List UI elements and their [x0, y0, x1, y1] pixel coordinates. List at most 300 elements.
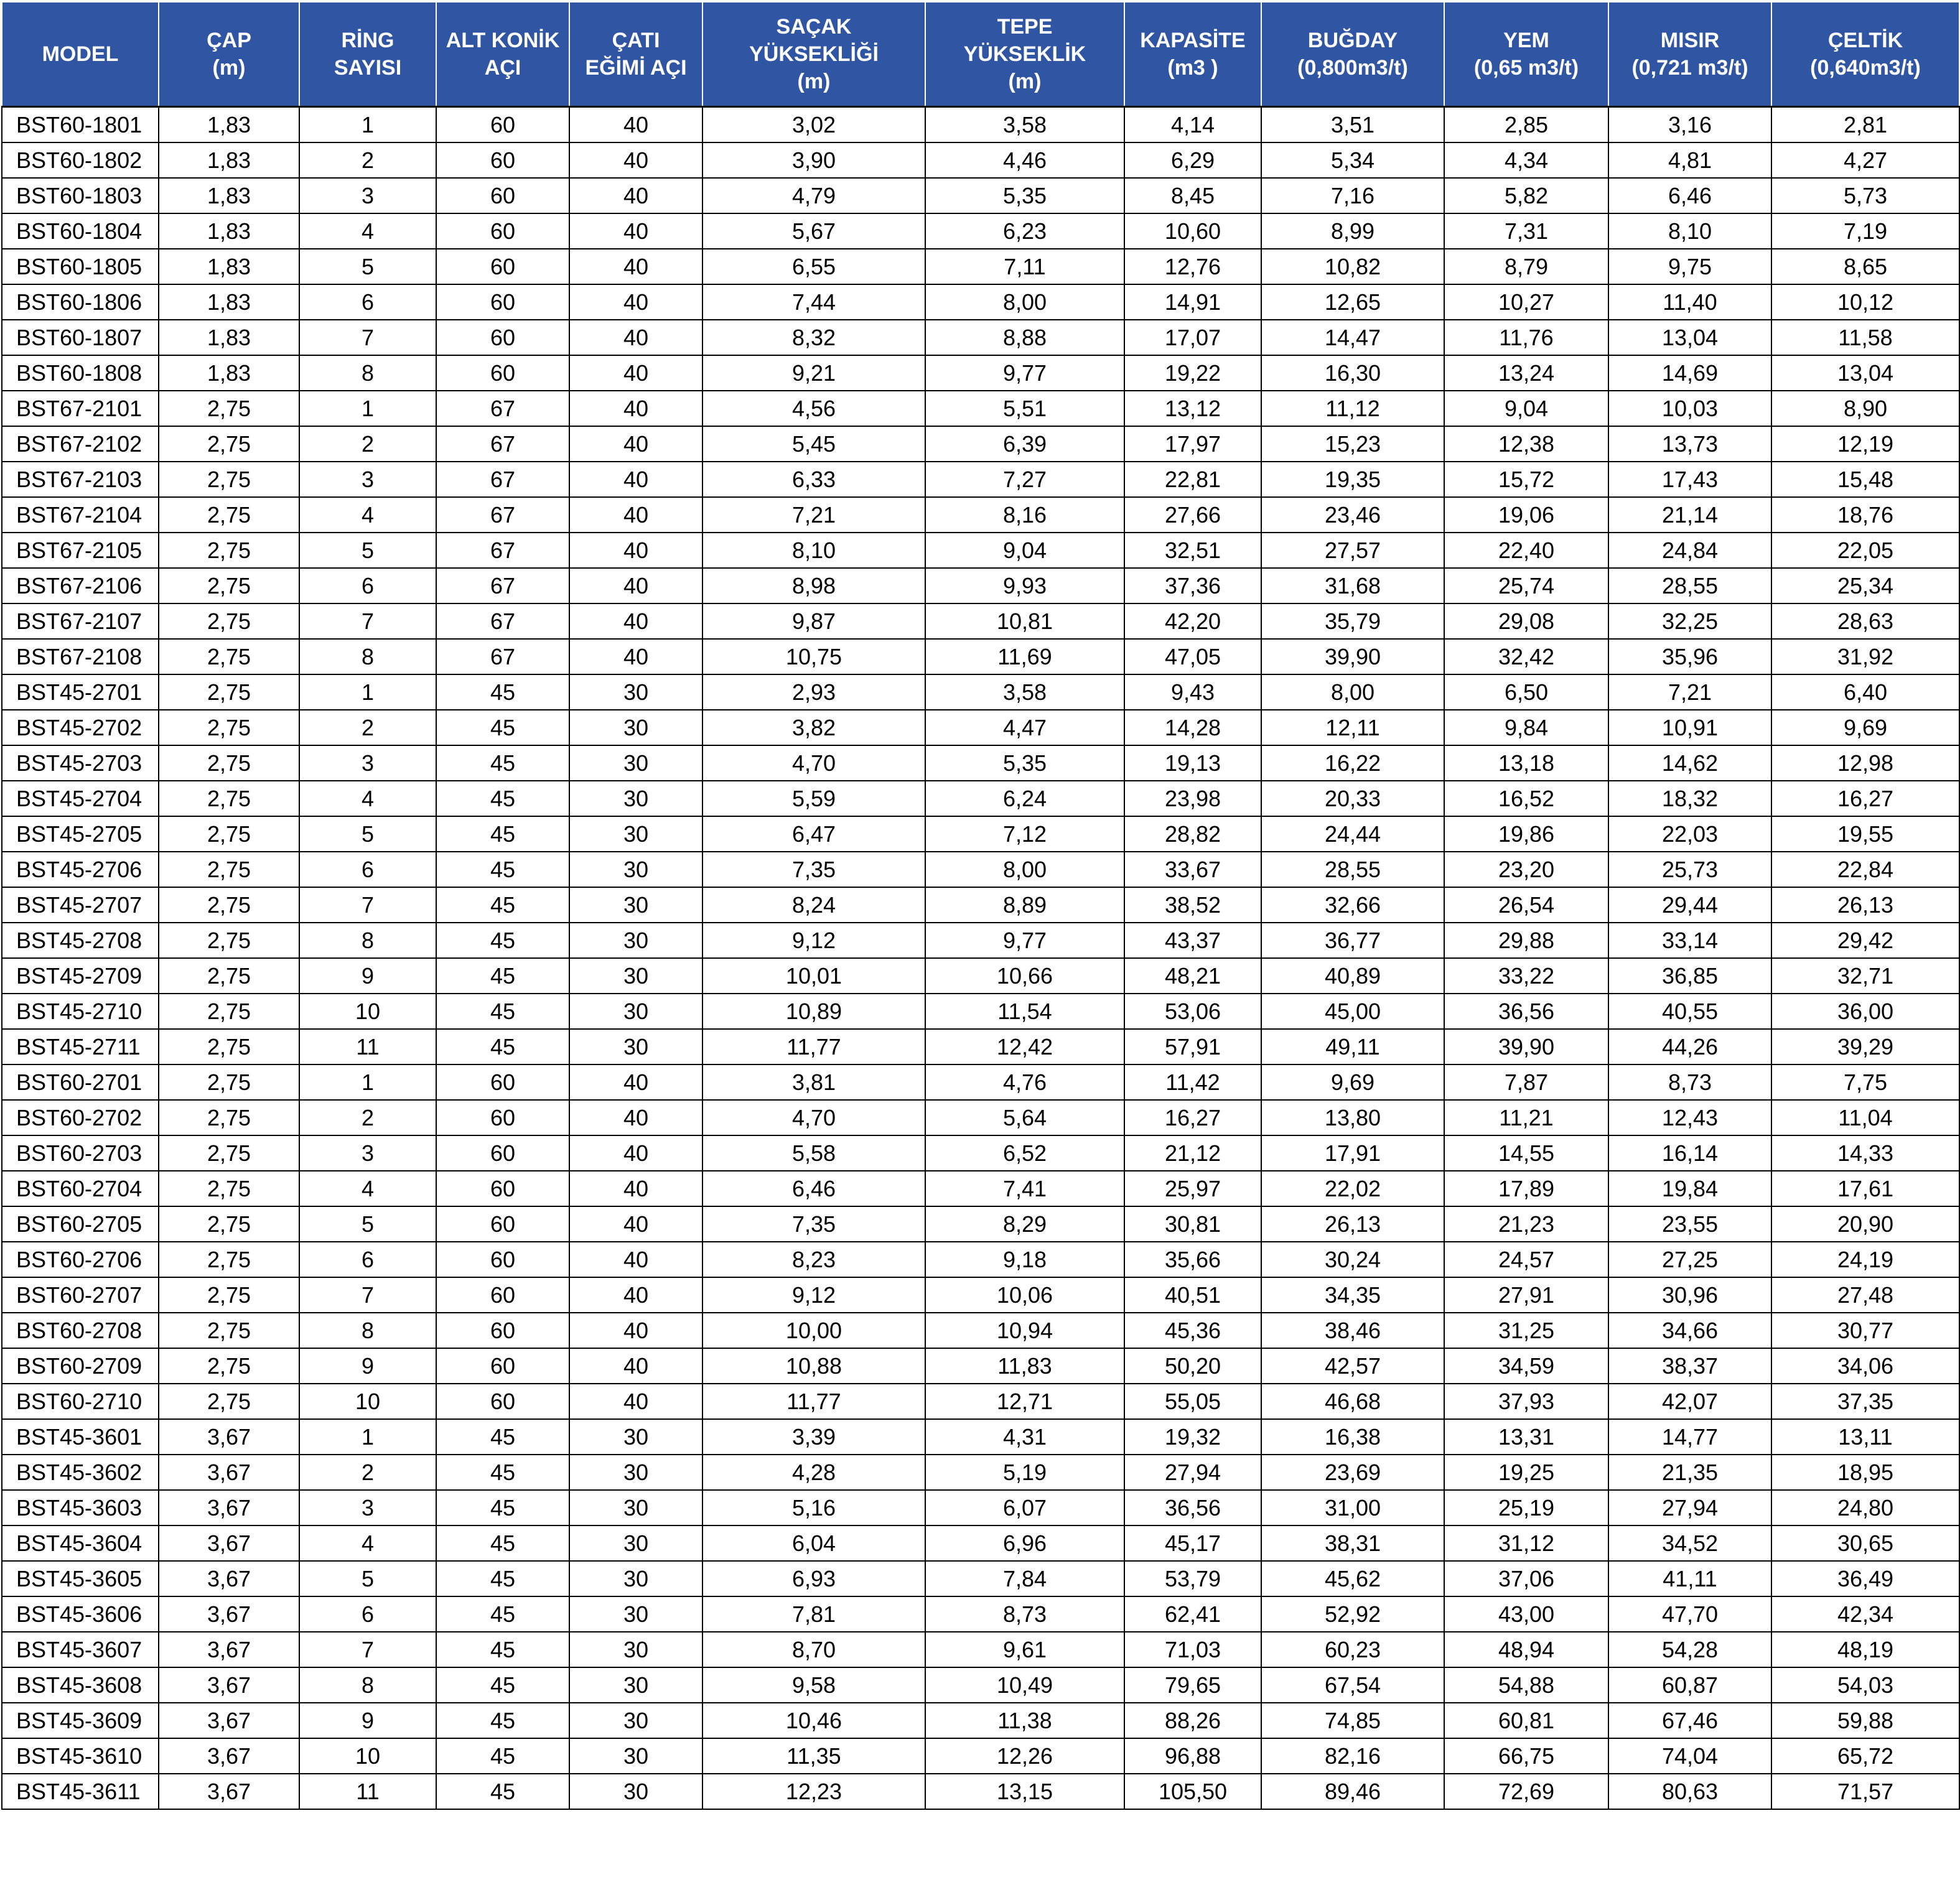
- ring-count-cell: 2: [299, 142, 436, 178]
- paddy-cell: 30,65: [1771, 1525, 1959, 1561]
- roof-slope-angle-cell: 30: [569, 1419, 702, 1455]
- wheat-cell: 9,69: [1261, 1064, 1444, 1100]
- corn-cell: 25,73: [1608, 852, 1771, 887]
- roof-slope-angle-cell: 30: [569, 781, 702, 816]
- table-row: [2, 816, 1959, 852]
- roof-slope-angle-cell: 30: [569, 816, 702, 852]
- capacity-cell: 53,06: [1124, 994, 1261, 1029]
- ring-count-cell: 3: [299, 1135, 436, 1171]
- paddy-cell: 26,13: [1771, 887, 1959, 923]
- bottom-cone-angle-cell: 45: [436, 1596, 569, 1632]
- ring-count-cell: 3: [299, 178, 436, 213]
- paddy-cell: 48,19: [1771, 1632, 1959, 1667]
- bottom-cone-angle-cell: 60: [436, 284, 569, 320]
- roof-slope-angle-cell: 40: [569, 178, 702, 213]
- roof-slope-angle-cell: 30: [569, 1029, 702, 1064]
- peak-height-cell: 9,18: [925, 1242, 1124, 1277]
- table-row: [2, 1242, 1959, 1277]
- peak-height-cell: 10,94: [925, 1313, 1124, 1348]
- corn-cell: 36,85: [1608, 958, 1771, 994]
- table-row: [2, 745, 1959, 781]
- roof-slope-angle-cell: 30: [569, 1703, 702, 1738]
- roof-slope-angle-cell: 30: [569, 1455, 702, 1490]
- eave-height-cell: 7,21: [702, 497, 925, 533]
- peak-height-cell: 6,23: [925, 213, 1124, 249]
- table-body: [2, 107, 1959, 1810]
- ring-count-cell: 9: [299, 1703, 436, 1738]
- ring-count-cell: 1: [299, 674, 436, 710]
- eave-height-cell: 2,93: [702, 674, 925, 710]
- feed-cell: 23,20: [1444, 852, 1608, 887]
- peak-height-cell: 5,51: [925, 391, 1124, 426]
- diameter-cell: 2,75: [159, 887, 299, 923]
- model-cell: BST45-2711: [2, 1029, 159, 1064]
- eave-height-cell: 11,77: [702, 1029, 925, 1064]
- wheat-cell: 3,51: [1261, 107, 1444, 143]
- paddy-cell: 32,71: [1771, 958, 1959, 994]
- feed-cell: 17,89: [1444, 1171, 1608, 1206]
- peak-height-cell: 7,27: [925, 462, 1124, 497]
- feed-cell: 54,88: [1444, 1667, 1608, 1703]
- ring-count-cell: 7: [299, 887, 436, 923]
- silo-spec-table: [1, 1, 1960, 1810]
- peak-height-cell: 11,69: [925, 639, 1124, 674]
- peak-height-cell: 12,71: [925, 1384, 1124, 1419]
- wheat-cell: 5,34: [1261, 142, 1444, 178]
- ring-count-cell: 10: [299, 1384, 436, 1419]
- corn-cell: 30,96: [1608, 1277, 1771, 1313]
- roof-slope-angle-cell: 40: [569, 1348, 702, 1384]
- peak-height-cell: 4,76: [925, 1064, 1124, 1100]
- diameter-cell: 2,75: [159, 1064, 299, 1100]
- diameter-cell: 1,83: [159, 249, 299, 284]
- header-line: (m): [797, 70, 831, 93]
- table-row: [2, 958, 1959, 994]
- peak-height-cell: 3,58: [925, 674, 1124, 710]
- capacity-cell: 96,88: [1124, 1738, 1261, 1774]
- peak-height-cell: 7,11: [925, 249, 1124, 284]
- model-cell: BST67-2103: [2, 462, 159, 497]
- corn-cell: 60,87: [1608, 1667, 1771, 1703]
- table-row: [2, 1419, 1959, 1455]
- feed-cell: 7,87: [1444, 1064, 1608, 1100]
- header-line: (0,640m3/t): [1810, 56, 1921, 80]
- bottom-cone-angle-cell: 60: [436, 1171, 569, 1206]
- wheat-cell: 24,44: [1261, 816, 1444, 852]
- bottom-cone-angle-cell: 45: [436, 710, 569, 745]
- header-line: ÇATI: [612, 29, 660, 52]
- bottom-cone-angle-cell: 60: [436, 1064, 569, 1100]
- corn-cell: 4,81: [1608, 142, 1771, 178]
- feed-cell: 66,75: [1444, 1738, 1608, 1774]
- roof-slope-angle-cell: 40: [569, 639, 702, 674]
- eave-height-cell: 3,90: [702, 142, 925, 178]
- ring-count-cell: 2: [299, 1455, 436, 1490]
- paddy-cell: 27,48: [1771, 1277, 1959, 1313]
- table-row: [2, 320, 1959, 355]
- roof-slope-angle-cell: 30: [569, 674, 702, 710]
- peak-height-cell: 10,49: [925, 1667, 1124, 1703]
- header-line: (0,65 m3/t): [1473, 56, 1579, 80]
- paddy-cell: 11,58: [1771, 320, 1959, 355]
- corn-cell: 19,84: [1608, 1171, 1771, 1206]
- eave-height-cell: 6,55: [702, 249, 925, 284]
- table-row: [2, 1561, 1959, 1596]
- eave-height-cell: 5,16: [702, 1490, 925, 1525]
- bottom-cone-angle-cell: 60: [436, 1384, 569, 1419]
- roof-slope-angle-cell: 30: [569, 1738, 702, 1774]
- feed-cell: 24,57: [1444, 1242, 1608, 1277]
- table-row: [2, 887, 1959, 923]
- diameter-cell: 3,67: [159, 1561, 299, 1596]
- diameter-cell: 2,75: [159, 1313, 299, 1348]
- paddy-cell: 18,76: [1771, 497, 1959, 533]
- header-capacity: [1124, 2, 1261, 107]
- feed-cell: 27,91: [1444, 1277, 1608, 1313]
- model-cell: BST45-3610: [2, 1738, 159, 1774]
- roof-slope-angle-cell: 30: [569, 852, 702, 887]
- model-cell: BST60-2704: [2, 1171, 159, 1206]
- capacity-cell: 38,52: [1124, 887, 1261, 923]
- diameter-cell: 2,75: [159, 603, 299, 639]
- paddy-cell: 5,73: [1771, 178, 1959, 213]
- capacity-cell: 28,82: [1124, 816, 1261, 852]
- ring-count-cell: 10: [299, 994, 436, 1029]
- model-cell: BST67-2108: [2, 639, 159, 674]
- feed-cell: 72,69: [1444, 1774, 1608, 1809]
- capacity-cell: 57,91: [1124, 1029, 1261, 1064]
- feed-cell: 43,00: [1444, 1596, 1608, 1632]
- paddy-cell: 25,34: [1771, 568, 1959, 603]
- corn-cell: 12,43: [1608, 1100, 1771, 1135]
- eave-height-cell: 10,88: [702, 1348, 925, 1384]
- eave-height-cell: 10,46: [702, 1703, 925, 1738]
- eave-height-cell: 9,87: [702, 603, 925, 639]
- roof-slope-angle-cell: 40: [569, 1313, 702, 1348]
- wheat-cell: 20,33: [1261, 781, 1444, 816]
- diameter-cell: 2,75: [159, 1384, 299, 1419]
- bottom-cone-angle-cell: 45: [436, 1029, 569, 1064]
- wheat-cell: 23,46: [1261, 497, 1444, 533]
- table-row: [2, 284, 1959, 320]
- capacity-cell: 53,79: [1124, 1561, 1261, 1596]
- diameter-cell: 2,75: [159, 1206, 299, 1242]
- wheat-cell: 31,00: [1261, 1490, 1444, 1525]
- peak-height-cell: 9,77: [925, 355, 1124, 391]
- model-cell: BST45-2704: [2, 781, 159, 816]
- eave-height-cell: 9,21: [702, 355, 925, 391]
- table-row: [2, 497, 1959, 533]
- corn-cell: 29,44: [1608, 887, 1771, 923]
- ring-count-cell: 5: [299, 249, 436, 284]
- wheat-cell: 67,54: [1261, 1667, 1444, 1703]
- ring-count-cell: 8: [299, 923, 436, 958]
- header-line: YÜKSEKLİĞİ: [749, 42, 879, 66]
- ring-count-cell: 1: [299, 1419, 436, 1455]
- wheat-cell: 13,80: [1261, 1100, 1444, 1135]
- eave-height-cell: 4,56: [702, 391, 925, 426]
- model-cell: BST45-3601: [2, 1419, 159, 1455]
- wheat-cell: 89,46: [1261, 1774, 1444, 1809]
- feed-cell: 16,52: [1444, 781, 1608, 816]
- table-row: [2, 426, 1959, 462]
- table-row: [2, 1384, 1959, 1419]
- table-row: [2, 710, 1959, 745]
- diameter-cell: 3,67: [159, 1455, 299, 1490]
- wheat-cell: 46,68: [1261, 1384, 1444, 1419]
- capacity-cell: 55,05: [1124, 1384, 1261, 1419]
- peak-height-cell: 6,39: [925, 426, 1124, 462]
- header-row: [2, 2, 1959, 107]
- model-cell: BST60-2705: [2, 1206, 159, 1242]
- roof-slope-angle-cell: 40: [569, 391, 702, 426]
- roof-slope-angle-cell: 30: [569, 923, 702, 958]
- bottom-cone-angle-cell: 45: [436, 745, 569, 781]
- paddy-cell: 7,19: [1771, 213, 1959, 249]
- diameter-cell: 2,75: [159, 1348, 299, 1384]
- capacity-cell: 4,14: [1124, 107, 1261, 143]
- header-line: TEPE: [997, 15, 1053, 39]
- corn-cell: 27,25: [1608, 1242, 1771, 1277]
- capacity-cell: 30,81: [1124, 1206, 1261, 1242]
- capacity-cell: 35,66: [1124, 1242, 1261, 1277]
- corn-cell: 21,14: [1608, 497, 1771, 533]
- bottom-cone-angle-cell: 60: [436, 249, 569, 284]
- model-cell: BST67-2105: [2, 533, 159, 568]
- capacity-cell: 17,97: [1124, 426, 1261, 462]
- corn-cell: 28,55: [1608, 568, 1771, 603]
- header-line: AÇI: [484, 56, 521, 80]
- diameter-cell: 1,83: [159, 320, 299, 355]
- header-corn: [1608, 2, 1771, 107]
- ring-count-cell: 5: [299, 816, 436, 852]
- peak-height-cell: 6,96: [925, 1525, 1124, 1561]
- bottom-cone-angle-cell: 67: [436, 603, 569, 639]
- eave-height-cell: 8,70: [702, 1632, 925, 1667]
- model-cell: BST45-2710: [2, 994, 159, 1029]
- ring-count-cell: 10: [299, 1738, 436, 1774]
- diameter-cell: 2,75: [159, 497, 299, 533]
- roof-slope-angle-cell: 30: [569, 1525, 702, 1561]
- ring-count-cell: 9: [299, 1348, 436, 1384]
- diameter-cell: 3,67: [159, 1632, 299, 1667]
- paddy-cell: 10,12: [1771, 284, 1959, 320]
- wheat-cell: 42,57: [1261, 1348, 1444, 1384]
- eave-height-cell: 9,58: [702, 1667, 925, 1703]
- paddy-cell: 7,75: [1771, 1064, 1959, 1100]
- header-eave-height: [702, 2, 925, 107]
- bottom-cone-angle-cell: 45: [436, 958, 569, 994]
- header-feed: [1444, 2, 1608, 107]
- feed-cell: 37,06: [1444, 1561, 1608, 1596]
- wheat-cell: 31,68: [1261, 568, 1444, 603]
- eave-height-cell: 7,35: [702, 1206, 925, 1242]
- ring-count-cell: 9: [299, 958, 436, 994]
- roof-slope-angle-cell: 40: [569, 142, 702, 178]
- feed-cell: 2,85: [1444, 107, 1608, 143]
- feed-cell: 29,88: [1444, 923, 1608, 958]
- capacity-cell: 33,67: [1124, 852, 1261, 887]
- peak-height-cell: 8,88: [925, 320, 1124, 355]
- ring-count-cell: 1: [299, 1064, 436, 1100]
- paddy-cell: 24,80: [1771, 1490, 1959, 1525]
- ring-count-cell: 7: [299, 1277, 436, 1313]
- header-line: SAÇAK: [776, 15, 852, 39]
- roof-slope-angle-cell: 40: [569, 320, 702, 355]
- diameter-cell: 2,75: [159, 462, 299, 497]
- diameter-cell: 2,75: [159, 745, 299, 781]
- wheat-cell: 39,90: [1261, 639, 1444, 674]
- eave-height-cell: 11,35: [702, 1738, 925, 1774]
- ring-count-cell: 2: [299, 426, 436, 462]
- capacity-cell: 16,27: [1124, 1100, 1261, 1135]
- paddy-cell: 22,84: [1771, 852, 1959, 887]
- wheat-cell: 60,23: [1261, 1632, 1444, 1667]
- bottom-cone-angle-cell: 45: [436, 994, 569, 1029]
- table-row: [2, 1171, 1959, 1206]
- roof-slope-angle-cell: 30: [569, 1561, 702, 1596]
- model-cell: BST60-1805: [2, 249, 159, 284]
- peak-height-cell: 11,83: [925, 1348, 1124, 1384]
- header-roof-slope-angle: [569, 2, 702, 107]
- header-line: EĞİMİ AÇI: [585, 56, 687, 80]
- table-row: [2, 1667, 1959, 1703]
- capacity-cell: 105,50: [1124, 1774, 1261, 1809]
- bottom-cone-angle-cell: 45: [436, 1455, 569, 1490]
- eave-height-cell: 5,58: [702, 1135, 925, 1171]
- eave-height-cell: 7,44: [702, 284, 925, 320]
- roof-slope-angle-cell: 30: [569, 1667, 702, 1703]
- feed-cell: 19,25: [1444, 1455, 1608, 1490]
- diameter-cell: 2,75: [159, 568, 299, 603]
- model-cell: BST60-1807: [2, 320, 159, 355]
- ring-count-cell: 3: [299, 745, 436, 781]
- eave-height-cell: 6,46: [702, 1171, 925, 1206]
- diameter-cell: 1,83: [159, 178, 299, 213]
- bottom-cone-angle-cell: 45: [436, 1561, 569, 1596]
- model-cell: BST45-3605: [2, 1561, 159, 1596]
- capacity-cell: 45,36: [1124, 1313, 1261, 1348]
- model-cell: BST60-2710: [2, 1384, 159, 1419]
- diameter-cell: 2,75: [159, 1171, 299, 1206]
- paddy-cell: 54,03: [1771, 1667, 1959, 1703]
- capacity-cell: 14,28: [1124, 710, 1261, 745]
- corn-cell: 67,46: [1608, 1703, 1771, 1738]
- feed-cell: 25,74: [1444, 568, 1608, 603]
- bottom-cone-angle-cell: 60: [436, 1206, 569, 1242]
- bottom-cone-angle-cell: 45: [436, 1632, 569, 1667]
- model-cell: BST45-2701: [2, 674, 159, 710]
- paddy-cell: 37,35: [1771, 1384, 1959, 1419]
- corn-cell: 14,62: [1608, 745, 1771, 781]
- model-cell: BST67-2102: [2, 426, 159, 462]
- model-cell: BST60-2703: [2, 1135, 159, 1171]
- eave-height-cell: 6,47: [702, 816, 925, 852]
- paddy-cell: 8,65: [1771, 249, 1959, 284]
- peak-height-cell: 4,47: [925, 710, 1124, 745]
- table-row: [2, 994, 1959, 1029]
- capacity-cell: 37,36: [1124, 568, 1261, 603]
- peak-height-cell: 8,89: [925, 887, 1124, 923]
- paddy-cell: 31,92: [1771, 639, 1959, 674]
- corn-cell: 7,21: [1608, 674, 1771, 710]
- feed-cell: 34,59: [1444, 1348, 1608, 1384]
- eave-height-cell: 4,79: [702, 178, 925, 213]
- eave-height-cell: 7,35: [702, 852, 925, 887]
- peak-height-cell: 13,15: [925, 1774, 1124, 1809]
- wheat-cell: 12,11: [1261, 710, 1444, 745]
- capacity-cell: 22,81: [1124, 462, 1261, 497]
- paddy-cell: 30,77: [1771, 1313, 1959, 1348]
- peak-height-cell: 8,00: [925, 852, 1124, 887]
- model-cell: BST45-3603: [2, 1490, 159, 1525]
- feed-cell: 13,24: [1444, 355, 1608, 391]
- feed-cell: 31,12: [1444, 1525, 1608, 1561]
- header-diameter: [159, 2, 299, 107]
- table-row: [2, 1596, 1959, 1632]
- bottom-cone-angle-cell: 60: [436, 1313, 569, 1348]
- paddy-cell: 13,04: [1771, 355, 1959, 391]
- roof-slope-angle-cell: 40: [569, 603, 702, 639]
- wheat-cell: 10,82: [1261, 249, 1444, 284]
- eave-height-cell: 7,81: [702, 1596, 925, 1632]
- model-cell: BST45-3611: [2, 1774, 159, 1809]
- corn-cell: 27,94: [1608, 1490, 1771, 1525]
- wheat-cell: 12,65: [1261, 284, 1444, 320]
- header-line: BUĞDAY: [1307, 29, 1398, 52]
- wheat-cell: 7,16: [1261, 178, 1444, 213]
- feed-cell: 14,55: [1444, 1135, 1608, 1171]
- roof-slope-angle-cell: 40: [569, 1242, 702, 1277]
- table-row: [2, 852, 1959, 887]
- paddy-cell: 59,88: [1771, 1703, 1959, 1738]
- bottom-cone-angle-cell: 60: [436, 178, 569, 213]
- eave-height-cell: 4,28: [702, 1455, 925, 1490]
- feed-cell: 33,22: [1444, 958, 1608, 994]
- bottom-cone-angle-cell: 45: [436, 852, 569, 887]
- header-line: ÇELTİK: [1827, 29, 1903, 52]
- paddy-cell: 34,06: [1771, 1348, 1959, 1384]
- feed-cell: 32,42: [1444, 639, 1608, 674]
- model-cell: BST45-2709: [2, 958, 159, 994]
- ring-count-cell: 4: [299, 497, 436, 533]
- corn-cell: 41,11: [1608, 1561, 1771, 1596]
- wheat-cell: 16,22: [1261, 745, 1444, 781]
- ring-count-cell: 6: [299, 1242, 436, 1277]
- corn-cell: 3,16: [1608, 107, 1771, 143]
- table-row: [2, 1206, 1959, 1242]
- model-cell: BST45-2703: [2, 745, 159, 781]
- bottom-cone-angle-cell: 60: [436, 1242, 569, 1277]
- feed-cell: 36,56: [1444, 994, 1608, 1029]
- paddy-cell: 9,69: [1771, 710, 1959, 745]
- bottom-cone-angle-cell: 67: [436, 639, 569, 674]
- diameter-cell: 3,67: [159, 1596, 299, 1632]
- wheat-cell: 30,24: [1261, 1242, 1444, 1277]
- bottom-cone-angle-cell: 60: [436, 1135, 569, 1171]
- diameter-cell: 2,75: [159, 710, 299, 745]
- header-line: KAPASİTE: [1140, 29, 1246, 52]
- capacity-cell: 19,13: [1124, 745, 1261, 781]
- wheat-cell: 38,31: [1261, 1525, 1444, 1561]
- capacity-cell: 25,97: [1124, 1171, 1261, 1206]
- peak-height-cell: 6,52: [925, 1135, 1124, 1171]
- paddy-cell: 22,05: [1771, 533, 1959, 568]
- table-row: [2, 1525, 1959, 1561]
- peak-height-cell: 6,24: [925, 781, 1124, 816]
- wheat-cell: 17,91: [1261, 1135, 1444, 1171]
- wheat-cell: 40,89: [1261, 958, 1444, 994]
